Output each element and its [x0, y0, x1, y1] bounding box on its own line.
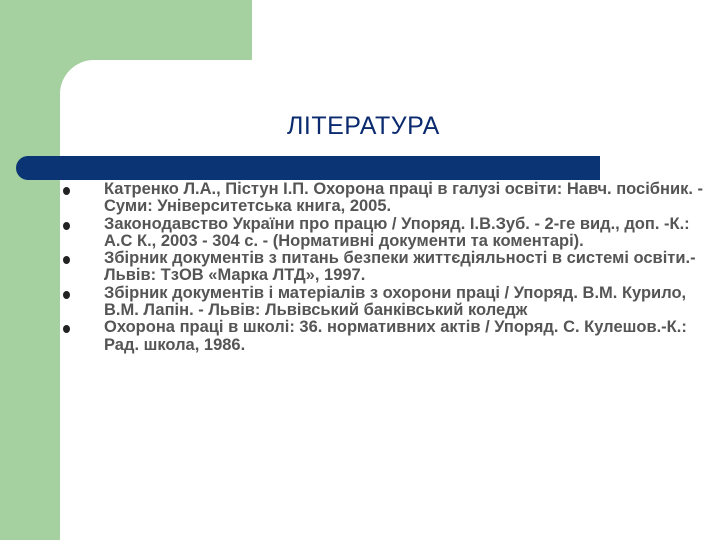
bullet-icon	[63, 256, 70, 264]
bullet-icon	[63, 291, 70, 299]
reference-item	[0, 319, 720, 354]
bullet-icon	[63, 222, 70, 230]
slide-title: ЛІТЕРАТУРА	[287, 112, 440, 140]
reference-text: Збірник документів і матеріалів з охорони праці / Упоряд. В.М. Курило, В.М. Лапін. - Львів: Львівський банківський коледж	[104, 283, 687, 320]
title-divider-bar	[16, 156, 600, 180]
bullet-icon	[63, 187, 70, 195]
reference-text: Законодавство України про працю / Упоряд. І.В.Зуб. - 2-ге вид., доп. -К.: А.С К., 2003 - 304 с. - (Нормативні документи та коментарі).	[104, 214, 690, 250]
reference-item	[0, 181, 720, 216]
reference-text: Збірник документів з питань безпеки життєдіяльності в системі освіти.- Львів: ТзОВ «Марка ЛТД», 1997.	[104, 249, 696, 285]
reference-text: Охорона праці в школі: 36. нормативних актів / Упоряд. С. Кулешов.-К.: Рад. школа, 1986.	[104, 318, 687, 354]
reference-text: Катренко Л.А., Пістун І.П. Охорона праці в галузі освіти: Навч. посібник. - Суми: Університетська книга, 2005.	[104, 180, 704, 216]
reference-list	[0, 181, 720, 354]
reference-item	[0, 285, 720, 320]
reference-item	[0, 250, 720, 285]
bullet-icon	[63, 325, 70, 333]
reference-item	[0, 216, 720, 251]
